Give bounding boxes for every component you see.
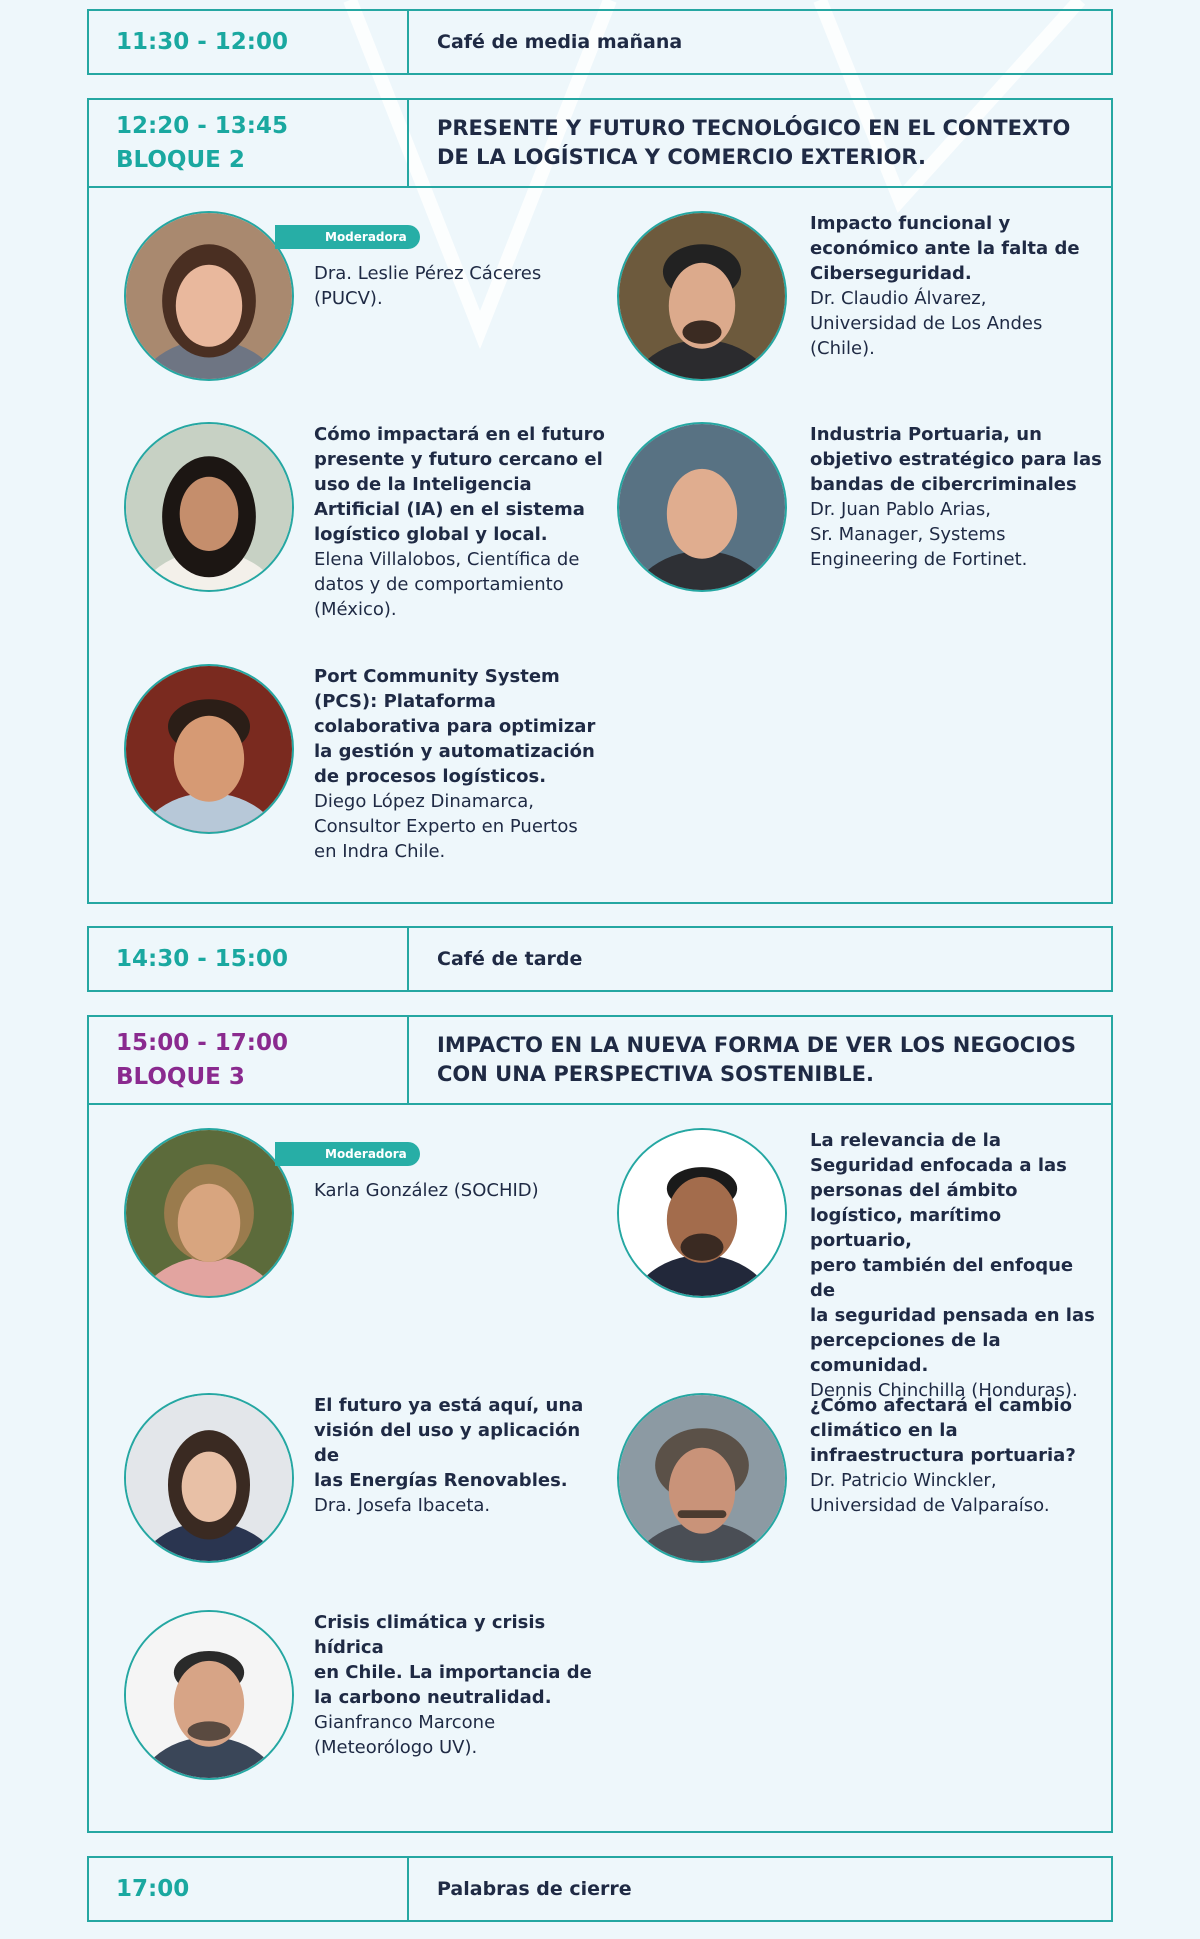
- talk-item: La relevancia de la Seguridad enfocada a las personas del ámbito logístico, marítimo portuario, pero también del enfoque de la seguridad pensada en las percepciones de la comunidad. Dennis Chinchilla (Honduras).: [810, 1130, 1095, 1401]
- slot-time: 17:00: [116, 1876, 190, 1902]
- moderator-badge: Moderadora: [275, 1142, 420, 1166]
- slot-title: Café de tarde: [437, 948, 583, 970]
- slot-cafe-tarde: [87, 926, 1113, 992]
- bloque-title-line2: CON UNA PERSPECTIVA SOSTENIBLE.: [437, 1062, 874, 1086]
- talk-item: Crisis climática y crisis hídrica en Chile. La importancia de la carbono neutralidad. Gianfranco Marcone (Meteorólogo UV).: [314, 1612, 592, 1758]
- talk-item: Industria Portuaria, un objetivo estratégico para las bandas de cibercriminales Dr. Juan Pablo Arias, Sr. Manager, Systems Engineering de Fortinet.: [810, 424, 1102, 570]
- avatar-speaker: [617, 1128, 787, 1298]
- talk-item: ¿Cómo afectará el cambio climático en la infraestructura portuaria? Dr. Patricio Winckler, Universidad de Valparaíso.: [810, 1395, 1076, 1516]
- avatar-speaker: [124, 664, 294, 834]
- bloque-label: BLOQUE 3: [116, 1064, 245, 1090]
- bloque-time: 12:20 - 13:45: [116, 113, 288, 139]
- avatar-moderator: [124, 1128, 294, 1298]
- bloque-label: BLOQUE 2: [116, 147, 245, 173]
- slot-time: 14:30 - 15:00: [116, 946, 288, 972]
- slot-title: Café de media mañana: [437, 31, 683, 53]
- bloque-title-line1: PRESENTE Y FUTURO TECNOLÓGICO EN EL CONTEXTO: [437, 116, 1071, 140]
- slot-time: 11:30 - 12:00: [116, 29, 288, 55]
- talk-item: El futuro ya está aquí, una visión del uso y aplicación de las Energías Renovables. Dra. Josefa Ibaceta.: [314, 1395, 584, 1516]
- bloque-time: 15:00 - 17:00: [116, 1030, 288, 1056]
- moderator-badge: Moderadora: [275, 225, 420, 249]
- avatar-speaker: [617, 422, 787, 592]
- bloque-title-line1: IMPACTO EN LA NUEVA FORMA DE VER LOS NEGOCIOS: [437, 1033, 1076, 1057]
- slot-cafe-manana: [87, 9, 1113, 75]
- avatar-speaker: [617, 211, 787, 381]
- bloque-2-header: [89, 100, 1111, 188]
- talk-item: Port Community System (PCS): Plataforma colaborativa para optimizar la gestión y automatización de procesos logísticos. Diego López Dinamarca, Consultor Experto en Puertos en Indra Chile.: [314, 666, 596, 862]
- talk-item: Cómo impactará en el futuro presente y futuro cercano el uso de la Inteligencia Artificial (IA) en el sistema logístico global y local. Elena Villalobos, Científica de datos y de comportamiento (México).: [314, 424, 605, 620]
- moderator-name: Dra. Leslie Pérez Cáceres (PUCV).: [314, 263, 542, 309]
- avatar-speaker: [124, 422, 294, 592]
- talk-item: Impacto funcional y económico ante la falta de Ciberseguridad. Dr. Claudio Álvarez, Universidad de Los Andes (Chile).: [810, 213, 1080, 359]
- avatar-speaker: [124, 1393, 294, 1563]
- bloque-3-header: [89, 1017, 1111, 1105]
- slot-cierre: [87, 1856, 1113, 1922]
- avatar-speaker: [617, 1393, 787, 1563]
- moderator-name: Karla González (SOCHID): [314, 1180, 539, 1201]
- avatar-speaker: [124, 1610, 294, 1780]
- bloque-title-line2: DE LA LOGÍSTICA Y COMERCIO EXTERIOR.: [437, 145, 926, 169]
- avatar-moderator: [124, 211, 294, 381]
- slot-title: Palabras de cierre: [437, 1878, 632, 1900]
